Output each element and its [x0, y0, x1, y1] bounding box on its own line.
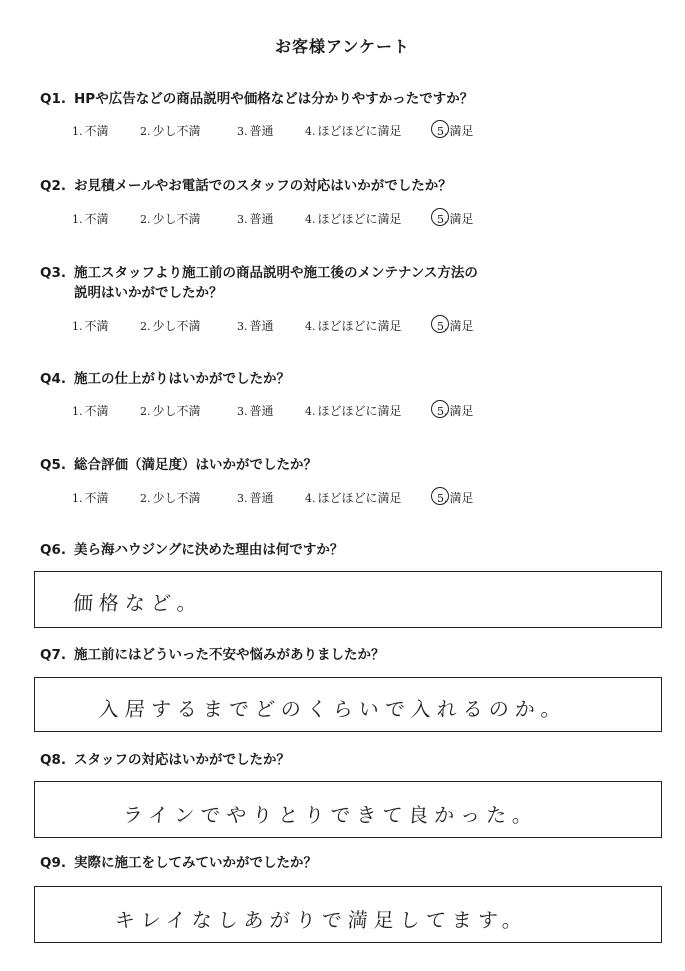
option-label: ほどほどに満足	[317, 319, 402, 333]
option-label: 少し不満	[152, 491, 201, 505]
option-number: 3.	[237, 125, 248, 138]
option-label: 不満	[84, 124, 109, 138]
question-text-continued: 説明はいかがでしたか？	[74, 285, 223, 301]
option-number: 5.	[437, 320, 448, 333]
question-number: Q2.	[40, 178, 66, 194]
option-label: 少し不満	[152, 212, 201, 226]
option-label: ほどほどに満足	[317, 404, 402, 418]
option-1[interactable]	[72, 123, 109, 140]
selection-circle	[431, 487, 449, 505]
option-2[interactable]	[140, 403, 201, 420]
option-1[interactable]	[72, 318, 109, 335]
selection-circle	[431, 400, 449, 418]
answer-box-q9[interactable]	[34, 886, 662, 943]
question-3	[40, 263, 650, 303]
question-number: Q6.	[40, 542, 66, 558]
option-2[interactable]	[140, 318, 201, 335]
question-text: スタッフの対応はいかがでしたか？	[74, 752, 290, 768]
selection-circle	[431, 208, 449, 226]
option-label: 不満	[84, 319, 109, 333]
option-number: 3.	[237, 492, 248, 505]
option-number: 2.	[140, 492, 151, 505]
question-number: Q4.	[40, 371, 66, 387]
option-2[interactable]	[140, 211, 201, 228]
option-label: 少し不満	[152, 319, 201, 333]
option-5-selected[interactable]	[437, 318, 474, 335]
option-2[interactable]	[140, 123, 201, 140]
answer-box-q8[interactable]	[34, 781, 662, 838]
option-number: 3.	[237, 213, 248, 226]
option-number: 4.	[305, 125, 316, 138]
option-number: 1.	[72, 492, 83, 505]
question-2	[40, 176, 650, 196]
handwritten-answer: 入居するまでどのくらいで入れるのか。	[98, 697, 568, 721]
option-4[interactable]	[305, 403, 402, 420]
option-number: 3.	[237, 405, 248, 418]
question-1	[40, 89, 650, 109]
option-1[interactable]	[72, 211, 109, 228]
handwritten-answer: ラインでやりとりできて良かった。	[122, 803, 540, 827]
option-number: 4.	[305, 405, 316, 418]
question-text: 施工前にはどういった不安や悩みがありましたか？	[74, 647, 385, 663]
question-text: 実際に施工をしてみていかがでしたか？	[74, 855, 317, 871]
question-4	[40, 369, 650, 389]
option-5-selected[interactable]	[437, 211, 474, 228]
option-4[interactable]	[305, 211, 402, 228]
option-label: 満足	[449, 491, 474, 505]
option-number: 1.	[72, 405, 83, 418]
question-text: 総合評価（満足度）はいかがでしたか？	[74, 457, 317, 473]
option-number: 5.	[437, 125, 448, 138]
question-9	[40, 853, 650, 873]
option-3[interactable]	[237, 211, 274, 228]
option-label: 不満	[84, 404, 109, 418]
selection-circle	[431, 120, 449, 138]
option-label: 満足	[449, 124, 474, 138]
option-3[interactable]	[237, 318, 274, 335]
question-text: 施工スタッフより施工前の商品説明や施工後のメンテナンス方法の	[74, 265, 478, 281]
option-1[interactable]	[72, 403, 109, 420]
question-6	[40, 540, 650, 560]
option-label: 満足	[449, 319, 474, 333]
option-number: 5.	[437, 405, 448, 418]
option-label: 普通	[249, 491, 274, 505]
option-label: 満足	[449, 404, 474, 418]
option-number: 5.	[437, 213, 448, 226]
option-label: 少し不満	[152, 404, 201, 418]
question-number: Q1.	[40, 91, 66, 107]
question-number: Q5.	[40, 457, 66, 473]
option-label: 普通	[249, 319, 274, 333]
question-number: Q3.	[40, 265, 66, 281]
option-number: 3.	[237, 320, 248, 333]
option-number: 2.	[140, 405, 151, 418]
option-label: ほどほどに満足	[317, 124, 402, 138]
option-number: 4.	[305, 320, 316, 333]
question-7	[40, 645, 650, 665]
answer-box-q6[interactable]	[34, 571, 662, 628]
option-number: 5.	[437, 492, 448, 505]
option-4[interactable]	[305, 490, 402, 507]
option-5-selected[interactable]	[437, 490, 474, 507]
question-5	[40, 455, 650, 475]
option-label: ほどほどに満足	[317, 491, 402, 505]
option-label: 不満	[84, 212, 109, 226]
option-number: 1.	[72, 213, 83, 226]
option-label: 普通	[249, 212, 274, 226]
option-4[interactable]	[305, 318, 402, 335]
option-2[interactable]	[140, 490, 201, 507]
option-5-selected[interactable]	[437, 123, 474, 140]
option-label: 少し不満	[152, 124, 201, 138]
option-1[interactable]	[72, 490, 109, 507]
page-title: お客様アンケート	[274, 37, 411, 56]
option-number: 1.	[72, 125, 83, 138]
question-text: お見積メールやお電話でのスタッフの対応はいかがでしたか？	[74, 178, 452, 194]
option-label: 不満	[84, 491, 109, 505]
question-text: 美ら海ハウジングに決めた理由は何ですか？	[74, 542, 344, 558]
option-label: 普通	[249, 124, 274, 138]
question-text: HPや広告などの商品説明や価格などは分かりやすかったですか？	[74, 91, 474, 107]
question-8	[40, 750, 650, 770]
option-3[interactable]	[237, 490, 274, 507]
question-number: Q7.	[40, 647, 66, 663]
question-text: 施工の仕上がりはいかがでしたか？	[74, 371, 290, 387]
handwritten-answer: キレイなしあがりで満足してます。	[114, 908, 529, 932]
option-5-selected[interactable]	[437, 403, 474, 420]
option-3[interactable]	[237, 123, 274, 140]
option-number: 2.	[140, 320, 151, 333]
option-3[interactable]	[237, 403, 274, 420]
option-4[interactable]	[305, 123, 402, 140]
option-label: 普通	[249, 404, 274, 418]
option-label: ほどほどに満足	[317, 212, 402, 226]
option-label: 満足	[449, 212, 474, 226]
option-number: 2.	[140, 125, 151, 138]
option-number: 1.	[72, 320, 83, 333]
handwritten-answer: 価格など。	[72, 591, 204, 615]
option-number: 4.	[305, 492, 316, 505]
option-number: 2.	[140, 213, 151, 226]
option-number: 4.	[305, 213, 316, 226]
answer-box-q7[interactable]	[34, 677, 662, 732]
selection-circle	[431, 315, 449, 333]
question-number: Q8.	[40, 752, 66, 768]
question-number: Q9.	[40, 855, 66, 871]
